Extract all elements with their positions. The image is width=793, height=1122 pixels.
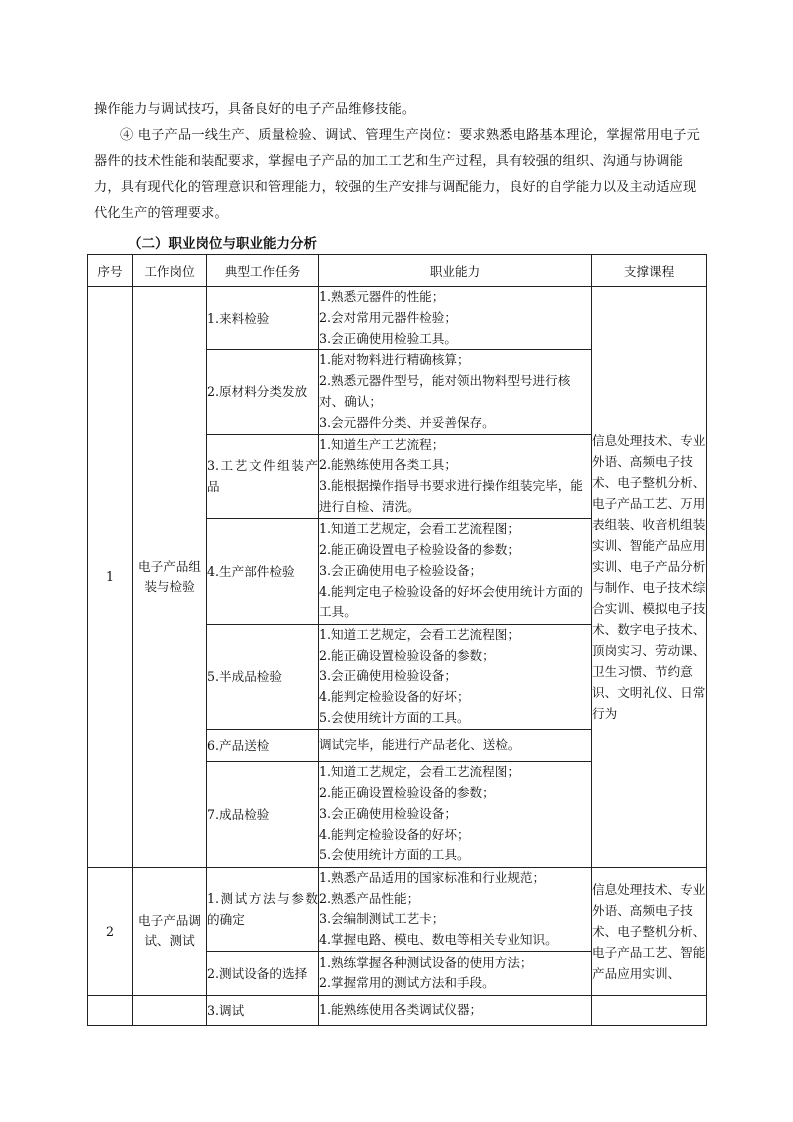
header-num: 序号 (88, 255, 133, 287)
ability-line: 2.能正确设置检验设备的参数； (319, 785, 495, 801)
ability-cell (319, 867, 592, 951)
task-cell: 4.生产部件检验 (207, 518, 319, 624)
ability-line: 2.熟悉产品性能； (319, 890, 420, 906)
row-number: 2 (88, 867, 133, 995)
section-heading: （二）职业岗位与职业能力分析 (128, 236, 317, 252)
header-task: 典型工作任务 (207, 255, 319, 287)
ability-line: 调试完毕，能进行产品老化、送检。 (319, 736, 521, 752)
table-row (88, 287, 707, 350)
ability-line: 3.会正确使用检验工具。 (319, 330, 457, 346)
task-cell: 6.产品送检 (207, 729, 319, 761)
course-cell: 信息处理技术、专业外语、高频电子技术、电子整机分析、电子产品工艺、智能产品应用实训、 (592, 867, 707, 995)
ability-line: 4.能判定电子检验设备的好坏会使用统计方面的工具。 (319, 583, 583, 620)
ability-line: 2.能熟练使用各类工具； (319, 457, 457, 473)
table-row (88, 995, 707, 1025)
paragraph-2: ④ 电子产品一线生产、质量检验、调试、管理生产岗位：要求熟悉电路基本理论，掌握常用电子元器件的技术性能和装配要求，掌握电子产品的加工工艺和生产过程，具有较强的组织、沟通与协调能力，具有现代化的管理意识和管理能力，较强的生产安排与调配能力，良好的自学能力以及主动适应现代化生产的管理要求。 (94, 128, 701, 221)
task-cell: 1.来料检验 (207, 287, 319, 350)
task-cell: 7.成品检验 (207, 761, 319, 867)
ability-line: 5.会使用统计方面的工具。 (319, 847, 470, 863)
table-header-row (88, 255, 707, 287)
header-course: 支撑课程 (592, 255, 707, 287)
row-number: 1 (88, 287, 133, 868)
row-number (88, 995, 133, 1025)
post-cell: 电子产品组装与检验 (133, 287, 207, 868)
post-cell (133, 995, 207, 1025)
course-cell: 信息处理技术、专业外语、高频电子技术、电子整机分析、电子产品工艺、万用表组装、收音机组装实训、智能产品应用实训、电子产品分析与制作、电子技术综合实训、模拟电子技术、数字电子技术、顶岗实习、劳动课、卫生习惯、节约意识、文明礼仪、日常行为 (592, 287, 707, 868)
ability-line: 2.能正确设置检验设备的参数； (319, 647, 495, 663)
ability-line: 3.会元器件分类、并妥善保存。 (319, 414, 495, 430)
ability-line: 2.会对常用元器件检验； (319, 309, 457, 325)
header-ability: 职业能力 (319, 255, 592, 287)
ability-line: 3.能根据操作指导书要求进行操作组装完毕，能进行自检、清洗。 (319, 478, 583, 514)
ability-line: 4.能判定检验设备的好坏； (319, 689, 470, 705)
ability-line: 3.会正确使用检验设备； (319, 668, 457, 684)
ability-cell (319, 761, 592, 867)
ability-line: 1.知道生产工艺流程； (319, 436, 445, 452)
task-cell: 1.测试方法与参数的确定 (207, 867, 319, 951)
task-cell: 3.调试 (207, 995, 319, 1025)
ability-cell (319, 729, 592, 761)
paragraph-1: 操作能力与调试技巧，具备良好的电子产品维修技能。 (94, 102, 416, 117)
ability-cell (319, 951, 592, 995)
ability-line: 3.会编制测试工艺卡； (319, 911, 445, 927)
ability-line: 4.能判定检验设备的好坏； (319, 826, 470, 842)
header-post: 工作岗位 (133, 255, 207, 287)
task-cell: 5.半成品检验 (207, 624, 319, 729)
table-row (88, 867, 707, 951)
ability-line: 1.熟悉元器件的性能； (319, 289, 445, 304)
ability-line: 2.能正确设置电子检验设备的参数； (319, 542, 520, 558)
ability-line: 1.熟悉产品适用的国家标准和行业规范； (319, 869, 546, 885)
ability-cell (319, 287, 592, 350)
ability-cell (319, 624, 592, 729)
task-cell: 2.测试设备的选择 (207, 951, 319, 995)
ability-cell (319, 518, 592, 624)
ability-line: 4.掌握电路、模电、数电等相关专业知识。 (319, 932, 558, 948)
ability-line: 1.知道工艺规定，会看工艺流程图； (319, 521, 520, 537)
task-cell: 2.原材料分类发放 (207, 350, 319, 434)
ability-line: 2.掌握常用的测试方法和手段。 (319, 975, 495, 991)
ability-line: 2.熟悉元器件型号，能对领出物料型号进行核对、确认； (319, 373, 571, 409)
ability-line: 1.熟练掌握各种测试设备的使用方法； (319, 954, 533, 970)
ability-line: 1.知道工艺规定，会看工艺流程图； (319, 764, 520, 780)
ability-cell (319, 995, 592, 1025)
ability-line: 1.能对物料进行精确核算； (319, 352, 470, 368)
ability-line: 3.会正确使用检验设备； (319, 805, 457, 821)
ability-analysis-table (87, 254, 707, 1026)
ability-line: 3.会正确使用电子检验设备； (319, 562, 483, 578)
ability-line: 5.会使用统计方面的工具。 (319, 709, 470, 725)
course-cell (592, 995, 707, 1025)
ability-cell (319, 350, 592, 434)
ability-line: 1.知道工艺规定，会看工艺流程图； (319, 626, 520, 642)
post-cell: 电子产品调试、测试 (133, 867, 207, 995)
task-cell: 3.工艺文件组装产品 (207, 434, 319, 518)
ability-cell (319, 434, 592, 518)
ability-line: 1.能熟练使用各类调试仪器； (319, 1002, 483, 1018)
